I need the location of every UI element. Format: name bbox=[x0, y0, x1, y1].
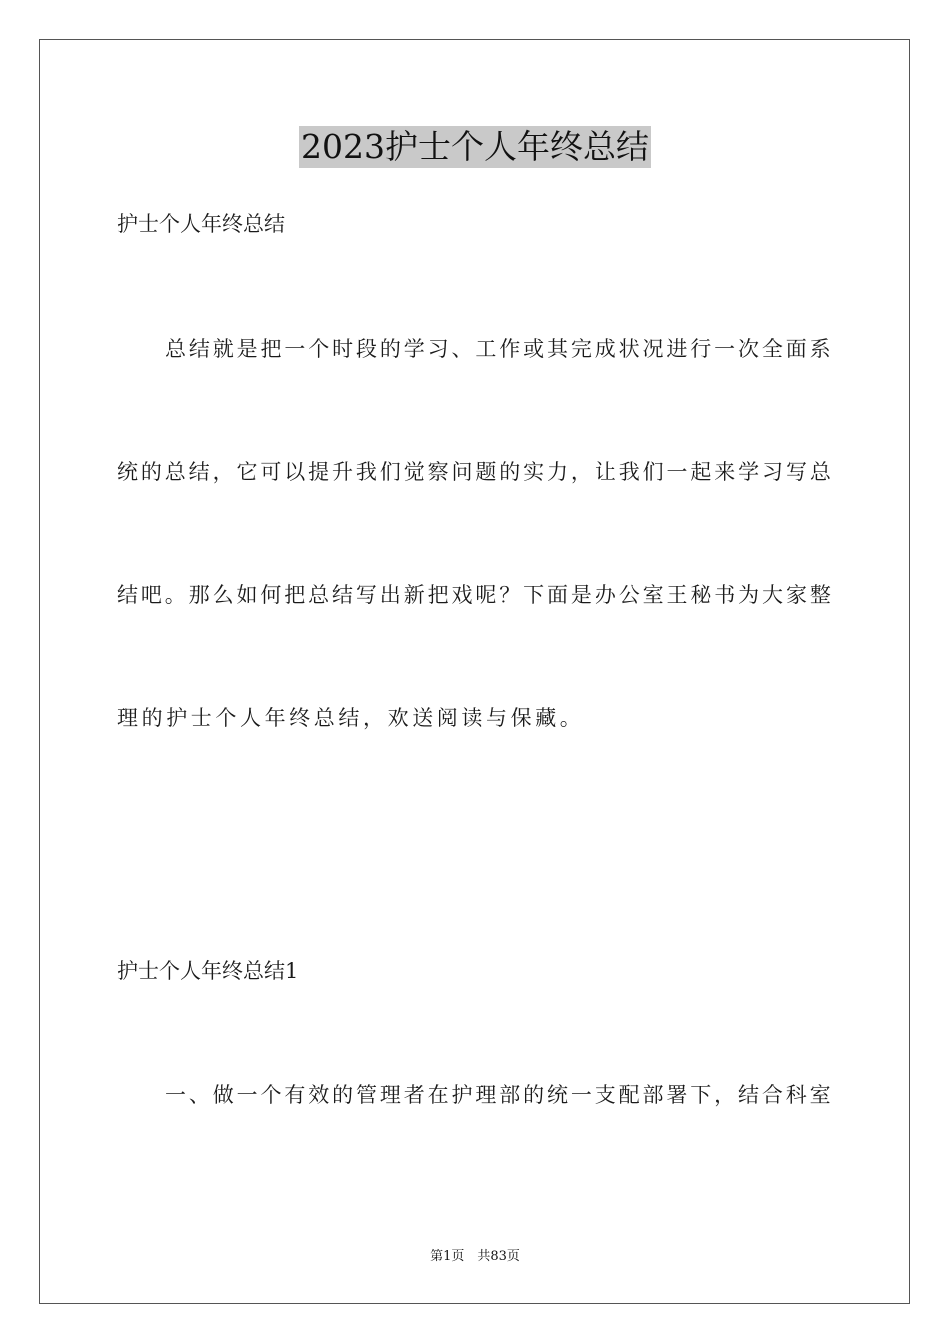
title-container bbox=[0, 126, 950, 168]
document-subtitle: 护士个人年终总结 bbox=[117, 212, 285, 236]
document-title: 2023护士个人年终总结 bbox=[301, 127, 649, 166]
intro-line-4: 理的护士个人年终总结，欢送阅读与保藏。 bbox=[117, 706, 585, 730]
intro-line-1: 总 结 就 是 把 一 个 时 段 的 学 习 、 工 作 或 其 完 成 状 况 进 行 一 次 全 面 系 bbox=[165, 337, 831, 361]
page-footer: 第1页 共83页 bbox=[430, 1249, 520, 1264]
section-heading: 护士个人年终总结1 bbox=[117, 959, 299, 983]
section-first-line: 一 、 做 一 个 有 效 的 管 理 者 在 护 理 部 的 统 一 支 配 部 署 下 ， 结 合 科 室 bbox=[165, 1083, 831, 1107]
intro-line-2: 统 的 总 结 ， 它 可 以 提 升 我 们 觉 察 问 题 的 实 力 ， 让 我 们 一 起 来 学 习 写 总 bbox=[117, 460, 831, 484]
intro-line-3: 结 吧 。 那 么 如 何 把 总 结 写 出 新 把 戏 呢 ？ 下 面 是 办 公 室 王 秘 书 为 大 家 整 bbox=[117, 583, 831, 607]
